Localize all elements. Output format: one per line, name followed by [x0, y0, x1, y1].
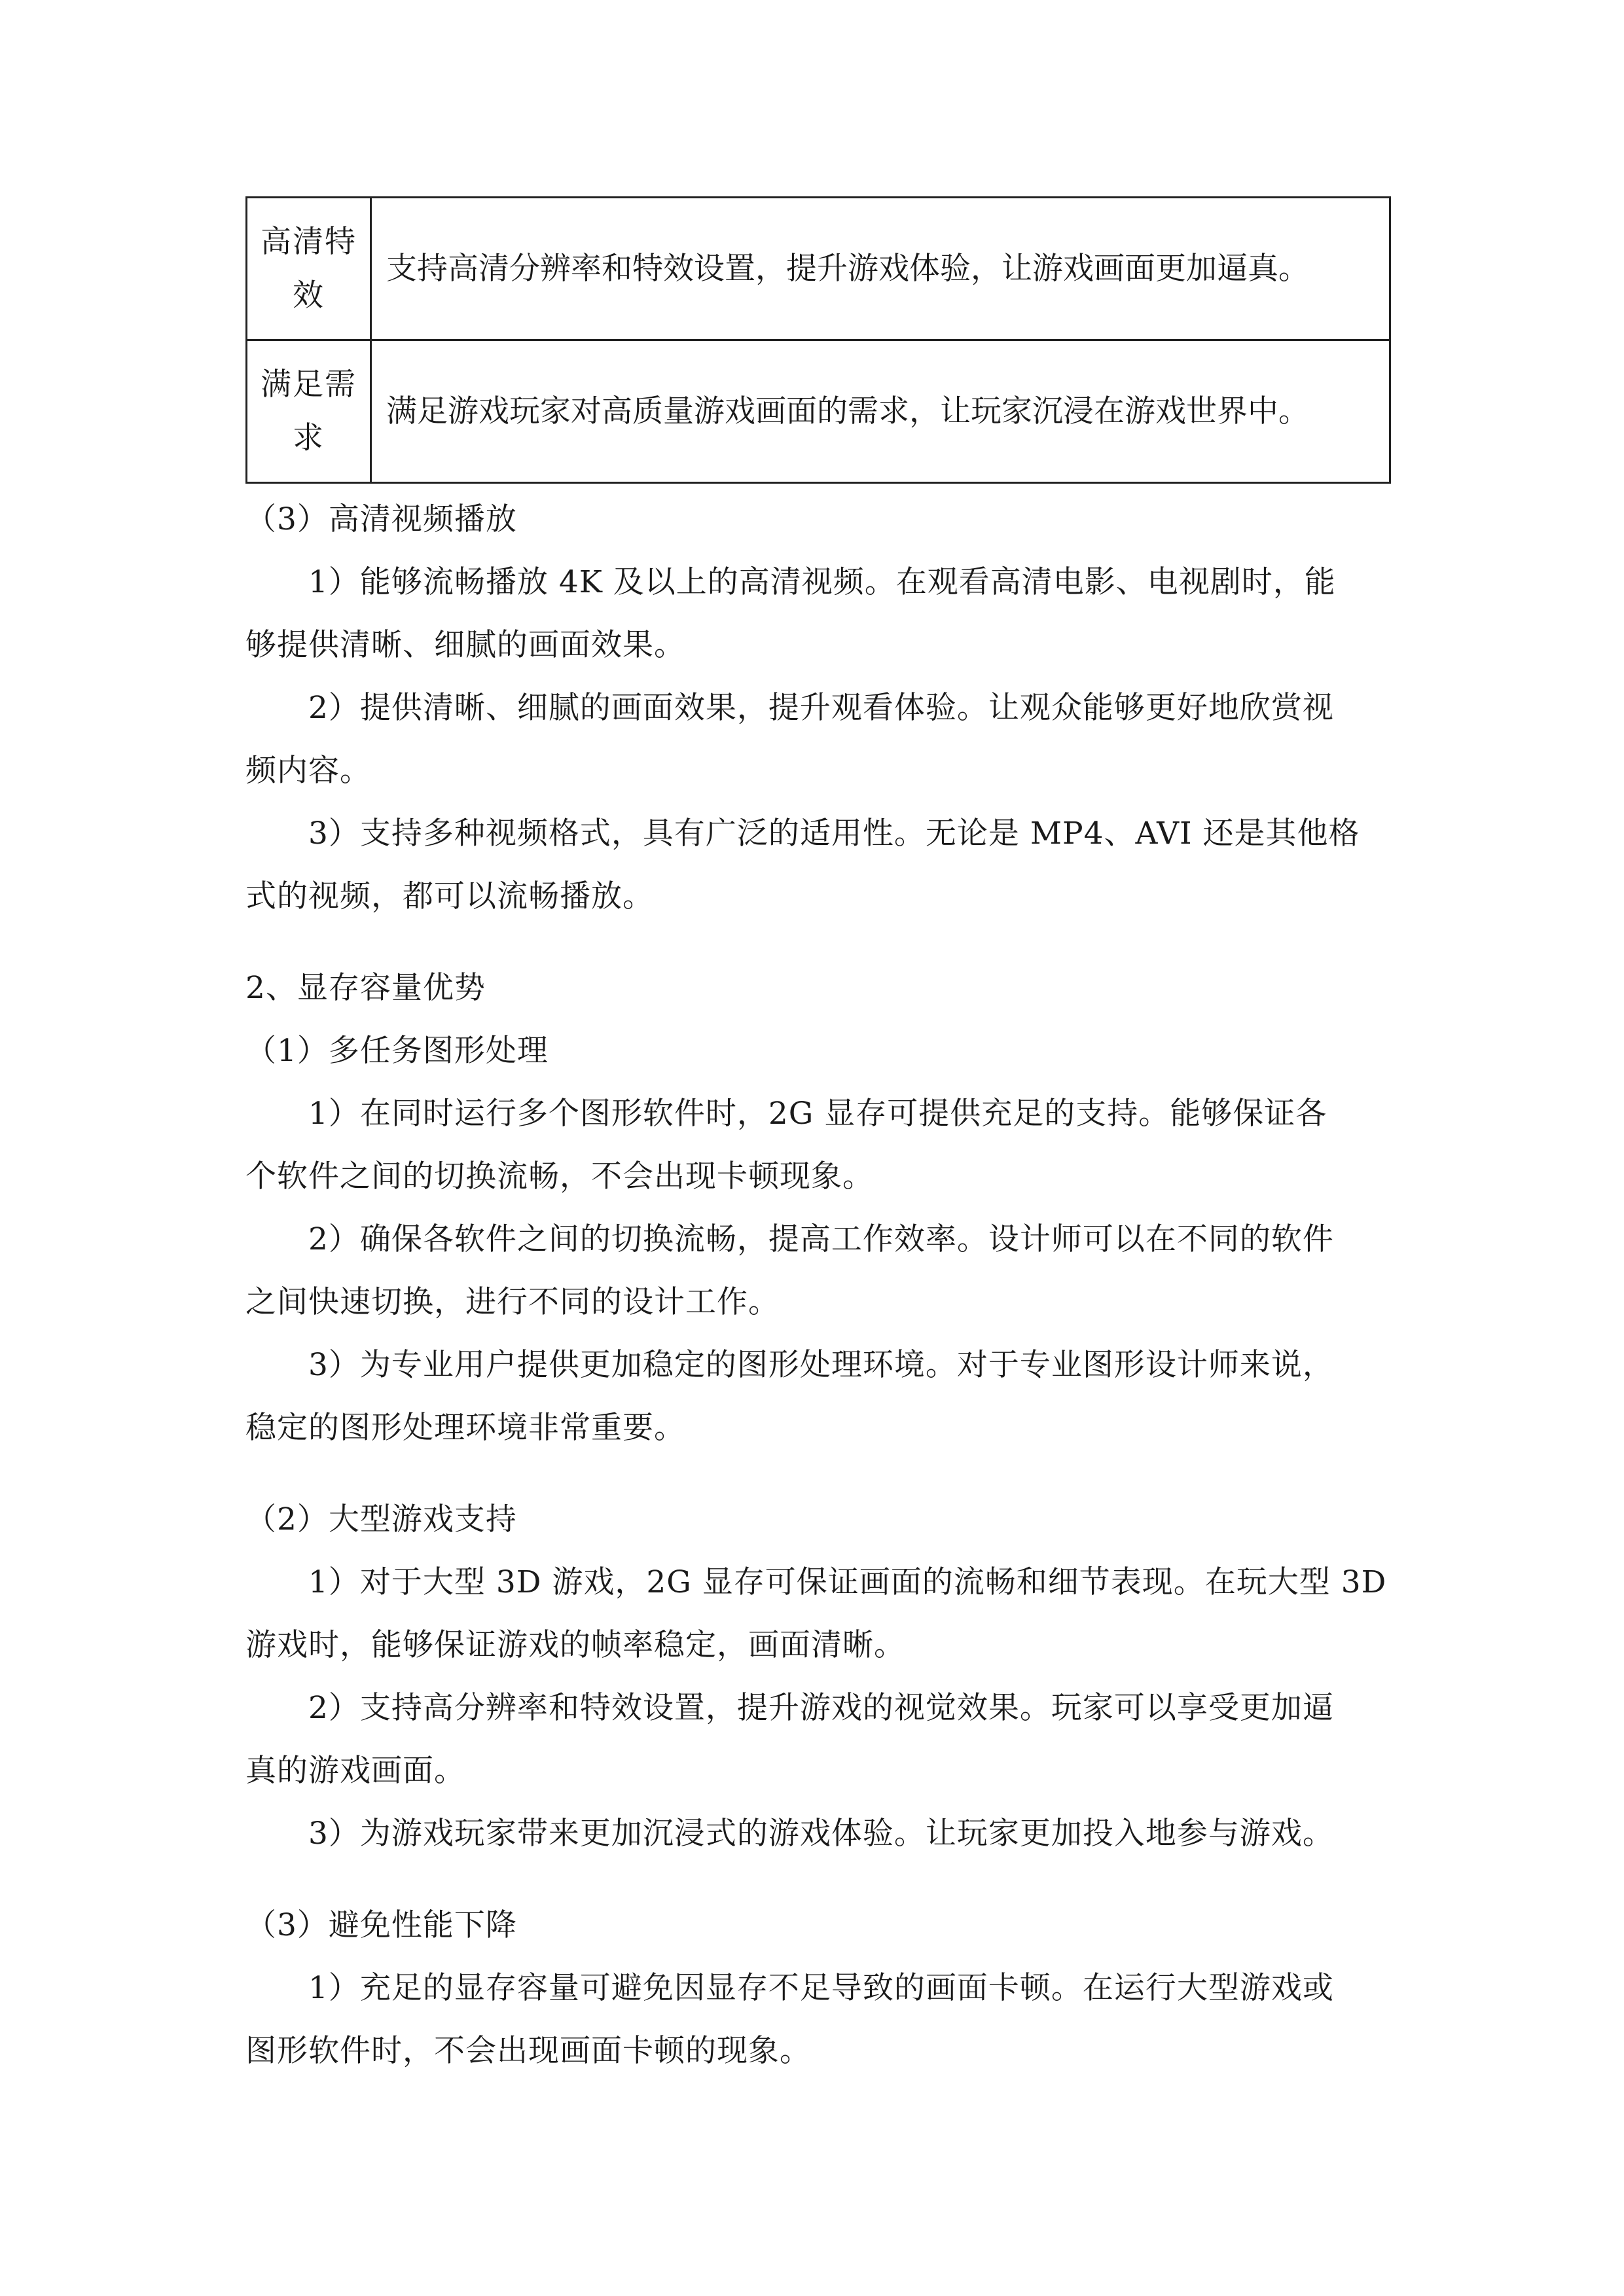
paragraph-line: 频内容。 [245, 753, 371, 789]
paragraph-line: 1）在同时运行多个图形软件时，2G 显存可提供充足的支持。能够保证各 [308, 1096, 1327, 1132]
paragraph-line: 3）支持多种视频格式，具有广泛的适用性。无论是 MP4、AVI 还是其他格 [308, 816, 1360, 852]
section-heading: 2、显存容量优势 [245, 970, 486, 1006]
paragraph-line: 个软件之间的切换流畅，不会出现卡顿现象。 [245, 1158, 874, 1194]
paragraph-line: 1）对于大型 3D 游戏，2G 显存可保证画面的流畅和细节表现。在玩大型 3D [308, 1564, 1387, 1600]
paragraph-line: 游戏时，能够保证游戏的帧率稳定，画面清晰。 [245, 1627, 905, 1663]
paragraph-line: 3）为专业用户提供更加稳定的图形处理环境。对于专业图形设计师来说， [308, 1347, 1334, 1383]
table-row [247, 198, 1390, 340]
table-row [247, 340, 1390, 483]
paragraph-line: 2）确保各软件之间的切换流畅，提高工作效率。设计师可以在不同的软件 [308, 1221, 1334, 1257]
table-key-cell [247, 198, 371, 340]
document-page [245, 196, 1391, 2086]
table-value-cell: 满足游戏玩家对高质量游戏画面的需求，让玩家沉浸在游戏世界中。 [371, 340, 1390, 483]
paragraph-line: 稳定的图形处理环境非常重要。 [245, 1410, 685, 1446]
paragraph-line: 3）为游戏玩家带来更加沉浸式的游戏体验。让玩家更加投入地参与游戏。 [308, 1816, 1334, 1852]
paragraph-line: 2）支持高分辨率和特效设置，提升游戏的视觉效果。玩家可以享受更加逼 [308, 1690, 1334, 1726]
paragraph-line: 2）提供清晰、细腻的画面效果，提升观看体验。让观众能够更好地欣赏视 [308, 690, 1334, 726]
table-key-line: 效 [293, 277, 325, 314]
table-key-cell [247, 340, 371, 483]
paragraph-line: 式的视频，都可以流畅播放。 [245, 878, 654, 914]
subsection-heading: （2）大型游戏支持 [245, 1501, 517, 1537]
subsection-heading: （3）避免性能下降 [245, 1907, 517, 1943]
table-value-cell: 支持高清分辨率和特效设置，提升游戏体验，让游戏画面更加逼真。 [371, 198, 1390, 340]
paragraph-line: 1）能够流畅播放 4K 及以上的高清视频。在观看高清电影、电视剧时，能 [308, 564, 1336, 600]
table-key-line: 求 [293, 420, 325, 456]
paragraph-line: 图形软件时，不会出现画面卡顿的现象。 [245, 2033, 811, 2069]
table-key-line: 满足需 [261, 366, 357, 403]
subsection-heading: （1）多任务图形处理 [245, 1033, 549, 1069]
subsection-heading: （3）高清视频播放 [245, 501, 517, 537]
paragraph-line: 真的游戏画面。 [245, 1753, 465, 1789]
paragraph-line: 1）充足的显存容量可避免因显存不足导致的画面卡顿。在运行大型游戏或 [308, 1970, 1334, 2006]
feature-table [245, 196, 1391, 484]
paragraph-line: 够提供清晰、细腻的画面效果。 [245, 627, 685, 663]
table-key-line: 高清特 [261, 223, 357, 260]
paragraph-line: 之间快速切换，进行不同的设计工作。 [245, 1284, 780, 1320]
